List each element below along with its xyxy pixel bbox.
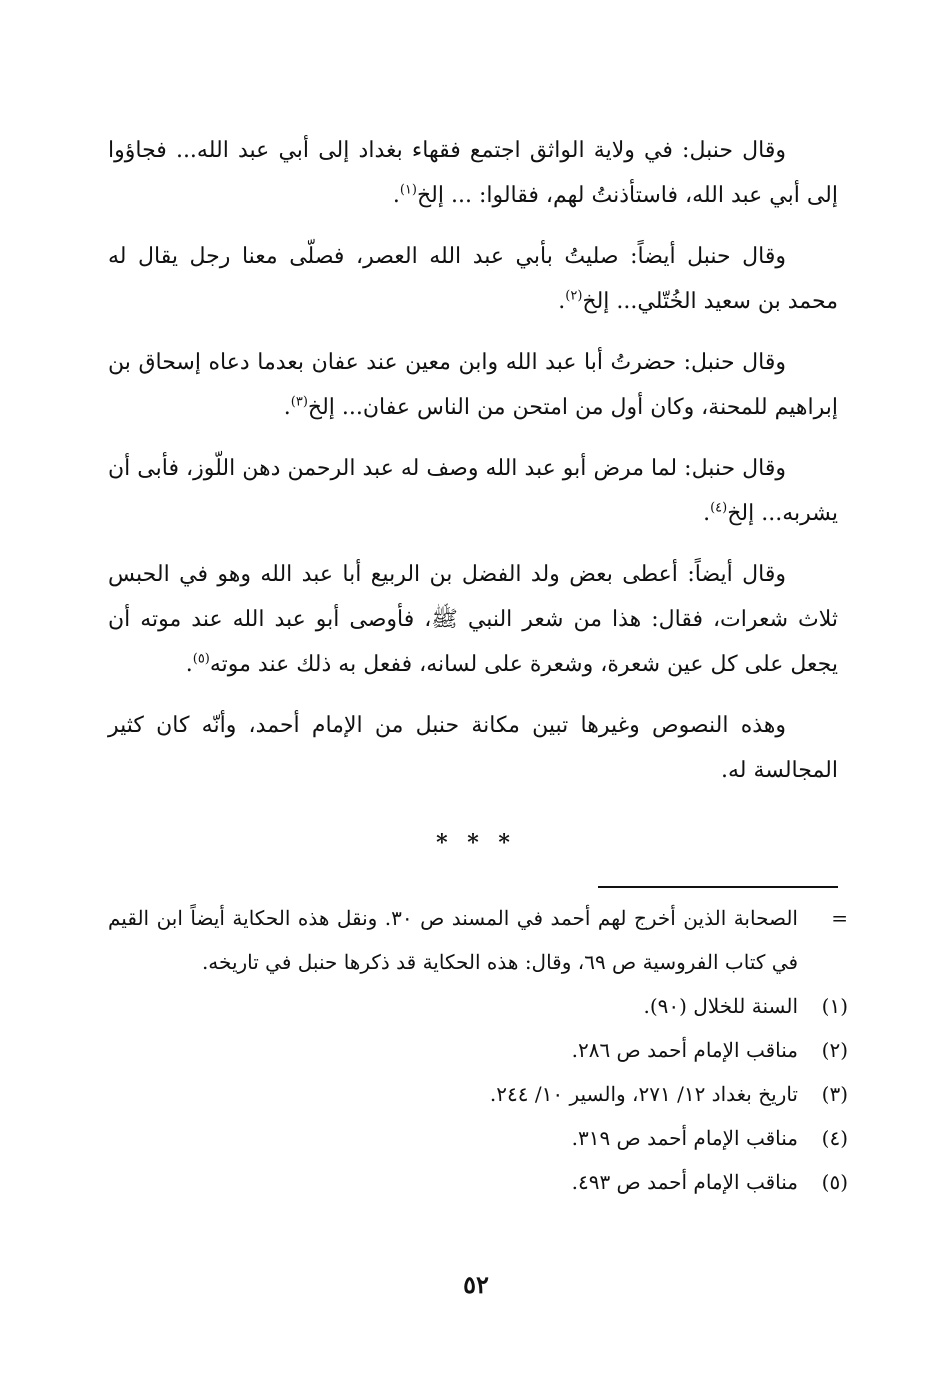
footnote-item xyxy=(108,984,848,1028)
footnote-reference[interactable]: (٣) xyxy=(290,394,308,410)
footnote-text: السنة للخلال (٩٠). xyxy=(643,994,798,1018)
footnote-number: (٣) xyxy=(821,1082,848,1106)
footnote-reference[interactable]: (١) xyxy=(399,182,417,198)
paragraph-6 xyxy=(108,703,838,793)
continuation-mark: = xyxy=(831,906,848,930)
paragraph-text: وقال حنبل: لما مرض أبو عبد الله وصف له عبد الرحمن دهن اللّوز، فأبى أن يشربه... إلخ xyxy=(108,456,838,526)
paragraph-end: . xyxy=(283,395,291,420)
footnote-item xyxy=(108,1116,848,1160)
footnote-item xyxy=(108,1072,848,1116)
footnote-continuation xyxy=(108,896,848,984)
footnote-text: مناقب الإمام أحمد ص ٢٨٦. xyxy=(571,1038,798,1062)
footnote-item xyxy=(108,1160,848,1204)
footnote-reference[interactable]: (٥) xyxy=(192,651,210,667)
paragraph-end: . xyxy=(185,652,193,677)
page-number: ٥٢ xyxy=(463,1270,489,1299)
footnote-reference[interactable]: (٤) xyxy=(710,500,728,516)
paragraph-text: وقال حنبل: حضرتُ أبا عبد الله وابن معين عند عفان بعدما دعاه إسحاق بن إبراهيم للمحنة، وكان أول من امتحن من الناس عفان... إلخ xyxy=(108,350,838,420)
paragraph-text: وقال أيضاً: أعطى بعض ولد الفضل بن الربيع أبا عبد الله وهو في الحبس ثلاث شعرات، فقال: هذا من شعر النبي ﷺ، فأوصى أبو عبد الله عند موته أن يجعل على كل عين شعرة، وشعرة على لسانه، ففعل به ذلك عند موته xyxy=(108,562,838,677)
footnote-item xyxy=(108,1028,848,1072)
paragraph-end: . xyxy=(392,183,400,208)
section-separator: * * * xyxy=(436,830,516,856)
main-text xyxy=(108,128,838,793)
footnote-number: (٥) xyxy=(821,1170,848,1194)
paragraph-2 xyxy=(108,234,838,324)
paragraph-text: وهذه النصوص وغيرها تبين مكانة حنبل من الإمام أحمد، وأنّه كان كثير المجالسة له. xyxy=(108,713,838,783)
footnote-number: (١) xyxy=(821,994,848,1018)
paragraph-text: وقال حنبل أيضاً: صليتُ بأبي عبد الله العصر، فصلّى معنا رجل يقال له محمد بن سعيد الخُتّلي... إلخ xyxy=(108,244,838,314)
continuation-text: الصحابة الذين أخرج لهم أحمد في المسند ص ٣٠. ونقل هذه الحكاية أيضاً ابن القيم في كتاب الفروسية ص ٦٩، وقال: هذه الحكاية قد ذكرها حنبل في تاريخه. xyxy=(108,906,798,974)
footnote-text: تاريخ بغداد ١٢/ ٢٧١، والسير ١٠/ ٢٤٤. xyxy=(489,1082,798,1106)
footnote-divider xyxy=(598,886,838,888)
paragraph-3 xyxy=(108,340,838,430)
paragraph-1 xyxy=(108,128,838,218)
paragraph-end: . xyxy=(558,289,566,314)
paragraph-5 xyxy=(108,552,838,687)
paragraph-4 xyxy=(108,446,838,536)
footnote-reference[interactable]: (٢) xyxy=(565,288,583,304)
footnote-text: مناقب الإمام أحمد ص ٣١٩. xyxy=(571,1126,798,1150)
paragraph-end: . xyxy=(703,501,711,526)
footnote-number: (٤) xyxy=(821,1126,848,1150)
footnote-text: مناقب الإمام أحمد ص ٤٩٣. xyxy=(571,1170,798,1194)
paragraph-text: وقال حنبل: في ولاية الواثق اجتمع فقهاء بغداد إلى أبي عبد الله... فجاؤوا إلى أبي عبد الله، فاستأذنتُ لهم، فقالوا: ... إلخ xyxy=(108,138,838,208)
footnote-number: (٢) xyxy=(821,1038,848,1062)
footnotes xyxy=(108,896,848,1204)
